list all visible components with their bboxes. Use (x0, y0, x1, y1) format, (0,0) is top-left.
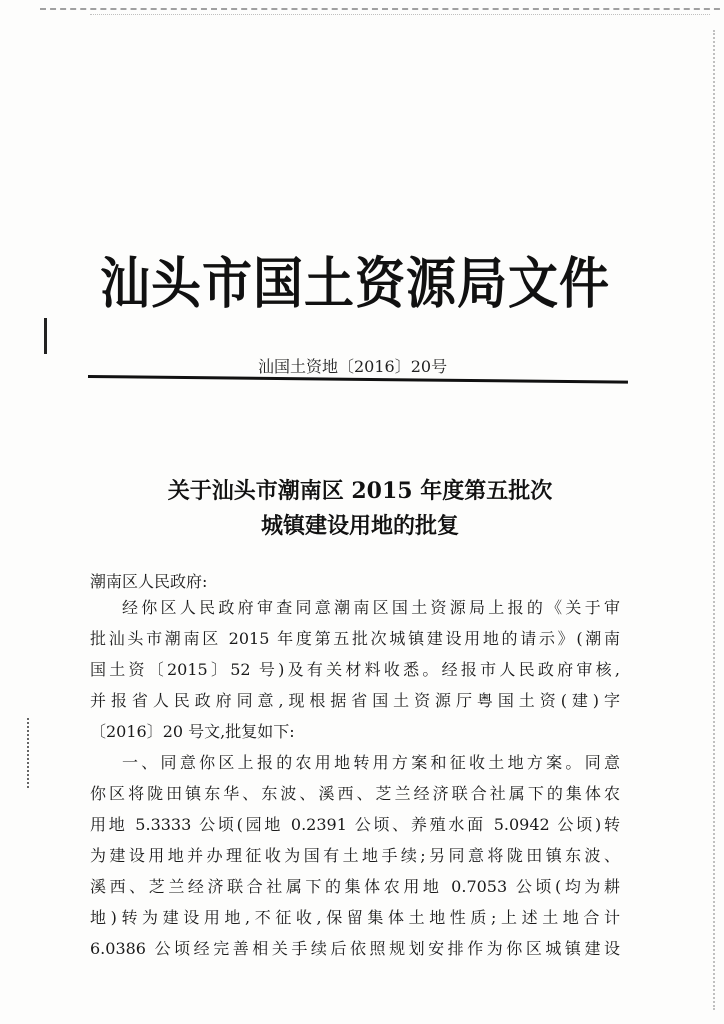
body-line: 地)转为建设用地,不征收,保留集体土地性质;上述土地合计 (90, 908, 620, 927)
scan-noise-top-dots (90, 14, 710, 19)
scan-noise-left-mark (44, 318, 47, 354)
document-number: 汕国土资地〔2016〕20号 (258, 357, 448, 376)
addressee: 潮南区人民政府: (90, 572, 208, 591)
body-line: 6.0386 公顷经完善相关手续后依照规划安排作为你区城镇建设 (90, 939, 620, 958)
body-line: 经你区人民政府审查同意潮南区国土资源局上报的《关于审 (122, 598, 620, 617)
document-header-title: 汕头市国土资源局文件 (100, 251, 610, 316)
body-line: 并报省人民政府同意,现根据省国土资源厅粤国土资(建)字 (90, 691, 620, 710)
subject-line-2: 城镇建设用地的批复 (260, 513, 459, 539)
body-line: 为建设用地并办理征收为国有土地手续;另同意将陇田镇东波、 (90, 846, 620, 865)
scan-noise-right-edge (713, 30, 718, 1010)
subject-line-1: 关于汕头市潮南区 2015 年度第五批次 (167, 478, 553, 504)
scan-noise-left-dots (27, 718, 31, 788)
body-line: 一、同意你区上报的农用地转用方案和征收土地方案。同意 (122, 753, 620, 772)
body-line: 〔2016〕20 号文,批复如下: (90, 722, 295, 741)
body-line: 批汕头市潮南区 2015 年度第五批次城镇建设用地的请示》(潮南 (90, 629, 620, 648)
body-line: 你区将陇田镇东华、东波、溪西、芝兰经济联合社属下的集体农 (90, 784, 620, 803)
body-line: 国土资〔2015〕52 号)及有关材料收悉。经报市人民政府审核, (90, 660, 620, 679)
body-line: 溪西、芝兰经济联合社属下的集体农用地 0.7053 公顷(均为耕 (90, 877, 620, 896)
body-line: 用地 5.3333 公顷(园地 0.2391 公顷、养殖水面 5.0942 公顷)转 (90, 815, 620, 834)
